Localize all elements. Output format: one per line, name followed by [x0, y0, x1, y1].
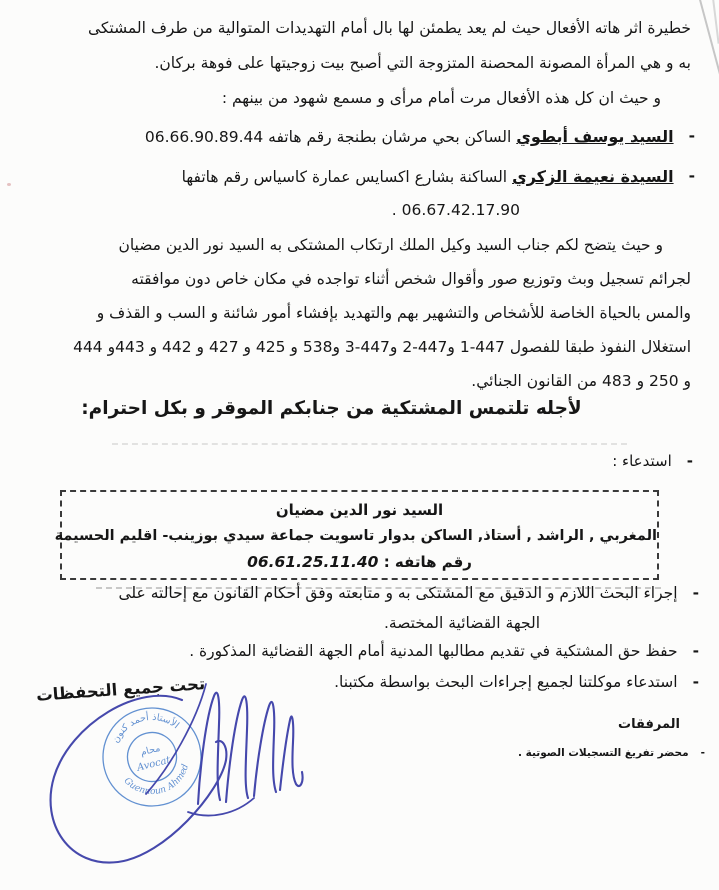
- bullet-dash: -: [686, 452, 693, 470]
- paragraph-line: و 250 و 483 من القانون الجنائي.: [471, 372, 691, 390]
- paragraph-line: لجرائم تسجيل وبث وتوزيع صور وأقوال شخص أثناء تواجده في مكان خاص دون موافقته: [131, 270, 691, 288]
- bullet-dash: -: [688, 167, 695, 185]
- witness-name: السيدة نعيمة الزكري: [512, 167, 674, 186]
- witness-text: [182, 167, 674, 186]
- paragraph-line: به و هي المرأة المصونة المحصنة المتزوجة التي أصبح بيت زوجيتها على فوهة بركان.: [154, 54, 691, 72]
- petition-heading: لأجله تلتمس المشتكية من جنابكم الموقر و بكل احترام:: [81, 398, 582, 419]
- svg-text:الأستاذ أحمد كنون: [105, 703, 182, 747]
- attachment-text: محضر تفريغ التسجيلات الصوتية .: [517, 747, 689, 759]
- stamp-center-french: Avocat: [135, 754, 172, 774]
- paragraph-line: خطيرة اثر هاته الأفعال حيث لم يعد يطمئن لها بال أمام التهديدات المتوالية من طرف المشتكى: [87, 19, 691, 37]
- summon-label: استدعاء :: [612, 452, 672, 470]
- bullet-dash: -: [688, 127, 695, 145]
- stamp-outer-circle: [93, 698, 212, 817]
- stamp-ring-bottom-text: Guennoun Ahmed: [121, 763, 192, 798]
- witness-details: الساكن بحي مرشان بطنجة رقم هاتفه: [268, 128, 512, 146]
- defendant-box: [54, 490, 659, 580]
- defendant-description: المغربي , الراشد , أستاذ, الساكن بدوار تاسويت جماعة سيدي بوزينب- اقليم الحسيمة: [54, 528, 657, 544]
- attachments-title: المرفقات: [618, 717, 680, 732]
- opening-paragraph: [36, 11, 691, 116]
- witness-phone: 06.66.90.89.44: [144, 128, 264, 146]
- handwritten-signature: [51, 684, 303, 863]
- request-text: إجراء البحث اللازم و الدقيق مع المشتكى به و متابعته وفق أحكام القانون مع إحالته على: [118, 584, 678, 602]
- witness-details: الساكنة بشارع اكسايس عمارة كاسياس رقم هاتفها: [181, 168, 508, 186]
- defendant-phone: 06.61.25.11.40: [247, 553, 379, 571]
- witness-phone: 06.67.42.17.90: [401, 201, 520, 219]
- bullet-dash: -: [692, 584, 699, 602]
- witness-item-2: [182, 167, 695, 186]
- request-text: استدعاء موكلتنا لجميع إجراءات البحث بواسطة مكتبنا.: [334, 673, 678, 691]
- period: .: [391, 201, 397, 219]
- request-item-1-continuation: الجهة القضائية المختصة.: [383, 614, 540, 632]
- witness-item-1: [145, 127, 695, 146]
- bullet-dash: -: [692, 673, 699, 691]
- signature-and-stamp: [30, 672, 310, 884]
- scan-speck: [7, 183, 11, 186]
- phone-label: رقم هاتفه :: [383, 553, 472, 571]
- defendant-phone-line: [62, 549, 657, 575]
- request-item-1: [118, 584, 699, 602]
- summon-item: [612, 452, 693, 470]
- request-text: حفظ حق المشتكية في تقديم مطالبها المدنية أمام الجهة القضائية المذكورة .: [189, 642, 678, 660]
- scan-fold-line: [698, 0, 719, 75]
- bullet-dash: -: [692, 642, 699, 660]
- lawyer-stamp: [93, 698, 212, 817]
- scan-ghost-dashes: [112, 443, 627, 445]
- request-item-3: [334, 673, 699, 691]
- paragraph-line: و حيث يتضح لكم جناب السيد وكيل الملك ارتكاب المشتكى به السيد نور الدين مضيان: [118, 236, 663, 254]
- accusation-paragraph: [36, 228, 691, 398]
- reservations-note: تحت جميع التحفظات: [35, 674, 206, 705]
- scan-fold-line: [712, 0, 719, 44]
- paragraph-line: استغلال النفوذ طبقا للفصول 447-1 و447-2 و447-3 و538 و 425 و 427 و 442 و 443و 444: [73, 338, 691, 356]
- request-item-2: [189, 642, 699, 660]
- stamp-ring-top-text: الأستاذ أحمد كنون: [110, 711, 182, 745]
- stamp-center-arabic: محام: [139, 742, 162, 759]
- witness-name: السيد يوسف أبطوي: [516, 127, 674, 146]
- paragraph-line: والمس بالحياة الخاصة للأشخاص والتشهير بهم والتهديد بإفشاء أمور شائنة و السب و القذف و: [96, 304, 691, 322]
- witness-text: [145, 127, 674, 146]
- defendant-name: السيد نور الدين مضيان: [275, 501, 444, 519]
- attachment-item: [518, 747, 705, 759]
- bullet-dash: -: [700, 747, 705, 759]
- paragraph-line: و حيث ان كل هذه الأفعال مرت أمام مرأى و مسمع شهود من بينهم :: [221, 89, 661, 107]
- witness-phone-line: [392, 201, 520, 219]
